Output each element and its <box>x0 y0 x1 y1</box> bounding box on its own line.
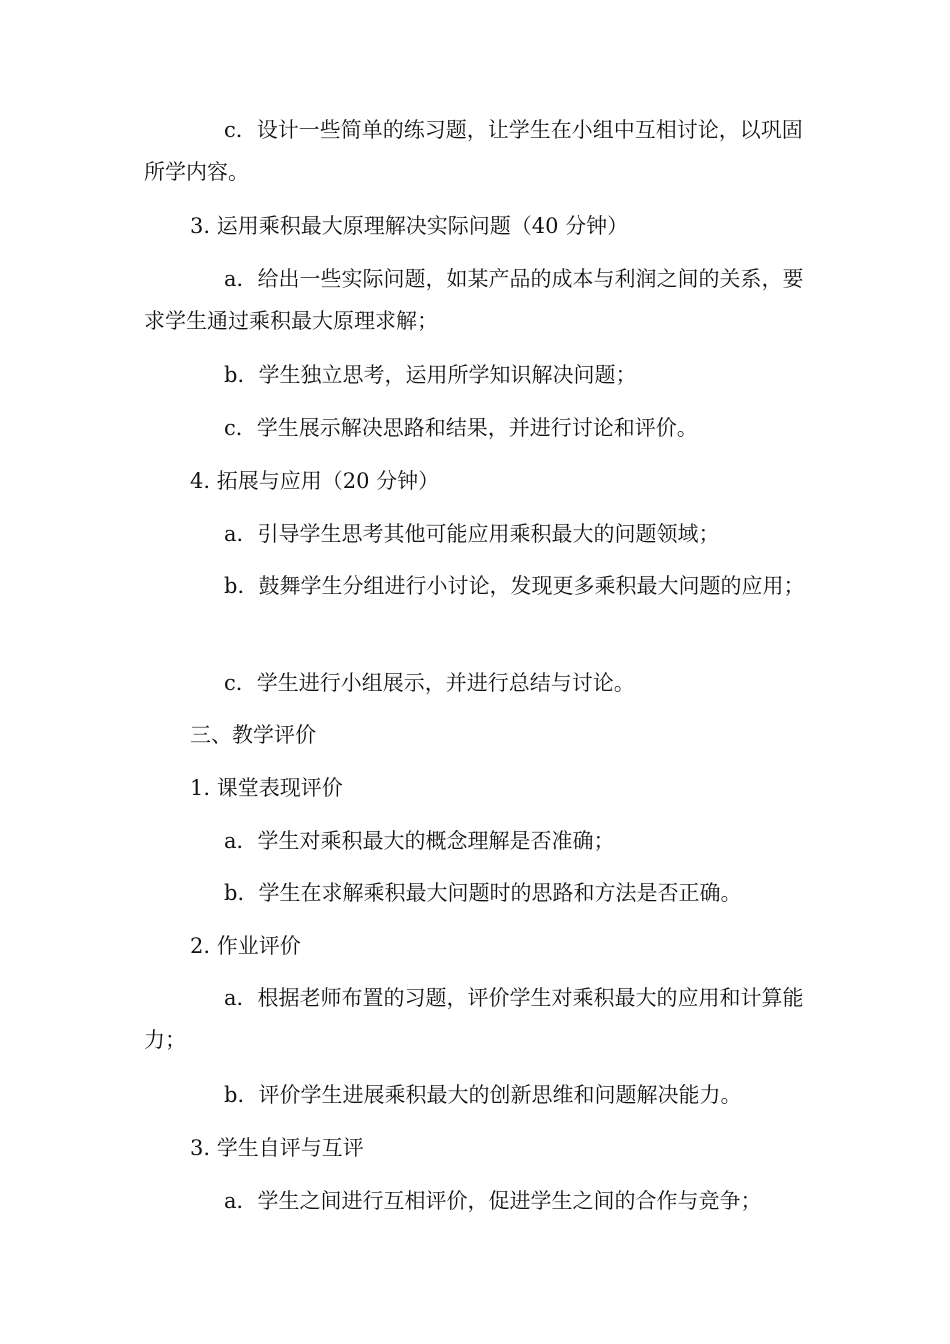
section-heading: 三、教学评价 <box>190 723 316 747</box>
list-heading: 3. 运用乘积最大原理解决实际问题（40 分钟） <box>190 214 629 238</box>
list-heading: 3. 学生自评与互评 <box>190 1136 364 1160</box>
paragraph: a．学生对乘积最大的概念理解是否准确； <box>224 829 615 853</box>
paragraph: b．鼓舞学生分组进行小讨论，发现更多乘积最大问题的应用； <box>224 574 805 598</box>
paragraph: c．设计一些简单的练习题，让学生在小组中互相讨论，以巩固所学内容。 <box>144 118 803 184</box>
list-heading: 2. 作业评价 <box>190 934 301 958</box>
paragraph: b．学生在求解乘积最大问题时的思路和方法是否正确。 <box>224 881 742 905</box>
paragraph: a．给出一些实际问题，如某产品的成本与利润之间的关系，要求学生通过乘积最大原理求解； <box>144 267 804 333</box>
list-heading: 1. 课堂表现评价 <box>190 776 343 800</box>
paragraph: a．引导学生思考其他可能应用乘积最大的问题领域； <box>224 522 720 546</box>
paragraph: b．评价学生进展乘积最大的创新思维和问题解决能力。 <box>224 1083 742 1107</box>
paragraph: a．根据老师布置的习题，评价学生对乘积最大的应用和计算能力； <box>144 986 804 1052</box>
paragraph: c．学生进行小组展示，并进行总结与讨论。 <box>224 671 635 695</box>
list-heading: 4. 拓展与应用（20 分钟） <box>190 469 440 493</box>
paragraph: b．学生独立思考，运用所学知识解决问题； <box>224 363 637 387</box>
paragraph: a．学生之间进行互相评价，促进学生之间的合作与竞争； <box>224 1189 762 1213</box>
paragraph: c．学生展示解决思路和结果，并进行讨论和评价。 <box>224 416 698 440</box>
